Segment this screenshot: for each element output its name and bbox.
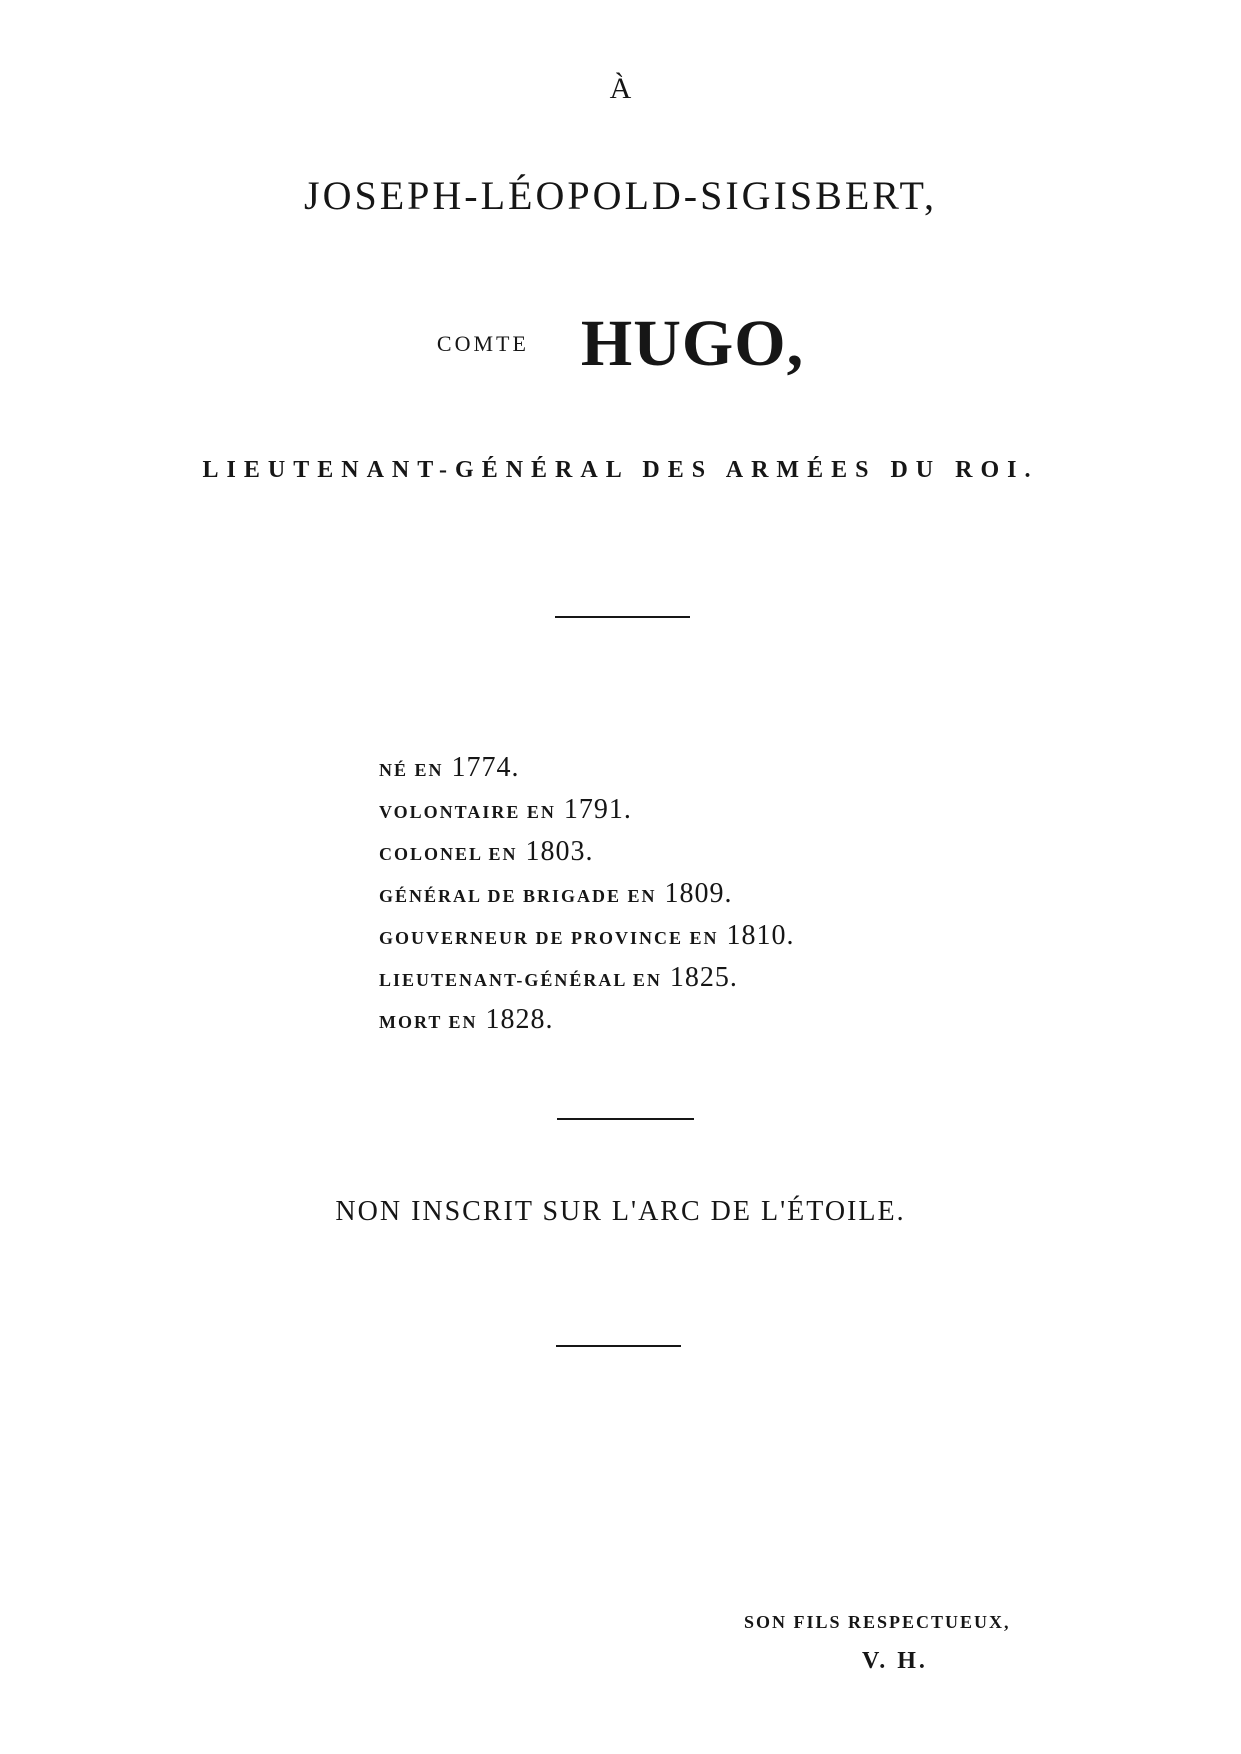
title-prefix: COMTE <box>436 331 529 356</box>
career-item <box>379 789 795 831</box>
career-list <box>379 747 795 1041</box>
career-item <box>379 831 795 873</box>
career-text: GÉNÉRAL DE BRIGADE EN <box>379 886 657 906</box>
rank-line: LIEUTENANT-GÉNÉRAL DES ARMÉES DU ROI. <box>202 457 1039 483</box>
title-line <box>0 306 1241 382</box>
career-year: 1825. <box>669 962 738 993</box>
career-text: MORT EN <box>379 1012 478 1032</box>
signature-line: SON FILS RESPECTUEUX, <box>744 1612 1011 1632</box>
career-year: 1828. <box>485 1004 554 1035</box>
divider-rule <box>557 1118 694 1120</box>
career-year: 1809. <box>664 878 733 909</box>
career-item <box>379 999 795 1041</box>
surname: HUGO, <box>580 307 805 380</box>
career-year: 1774. <box>451 752 520 783</box>
career-year: 1810. <box>726 920 795 951</box>
career-item <box>379 957 795 999</box>
career-text: COLONEL EN <box>379 844 518 864</box>
divider-rule <box>556 1345 681 1347</box>
divider-rule <box>555 616 690 618</box>
career-text: NÉ EN <box>379 760 444 780</box>
career-item <box>379 747 795 789</box>
dedicatee-name: JOSEPH-LÉOPOLD-SIGISBERT, <box>304 173 937 218</box>
career-year: 1791. <box>563 794 632 825</box>
career-item <box>379 915 795 957</box>
career-item <box>379 873 795 915</box>
career-year: 1803. <box>525 836 594 867</box>
career-text: VOLONTAIRE EN <box>379 802 556 822</box>
career-text: GOUVERNEUR DE PROVINCE EN <box>379 928 719 948</box>
dedication-preposition: À <box>609 72 632 105</box>
career-text: LIEUTENANT-GÉNÉRAL EN <box>379 970 662 990</box>
signature-initials: V. H. <box>862 1648 928 1674</box>
arc-note: NON INSCRIT SUR L'ARC DE L'ÉTOILE. <box>335 1196 906 1227</box>
